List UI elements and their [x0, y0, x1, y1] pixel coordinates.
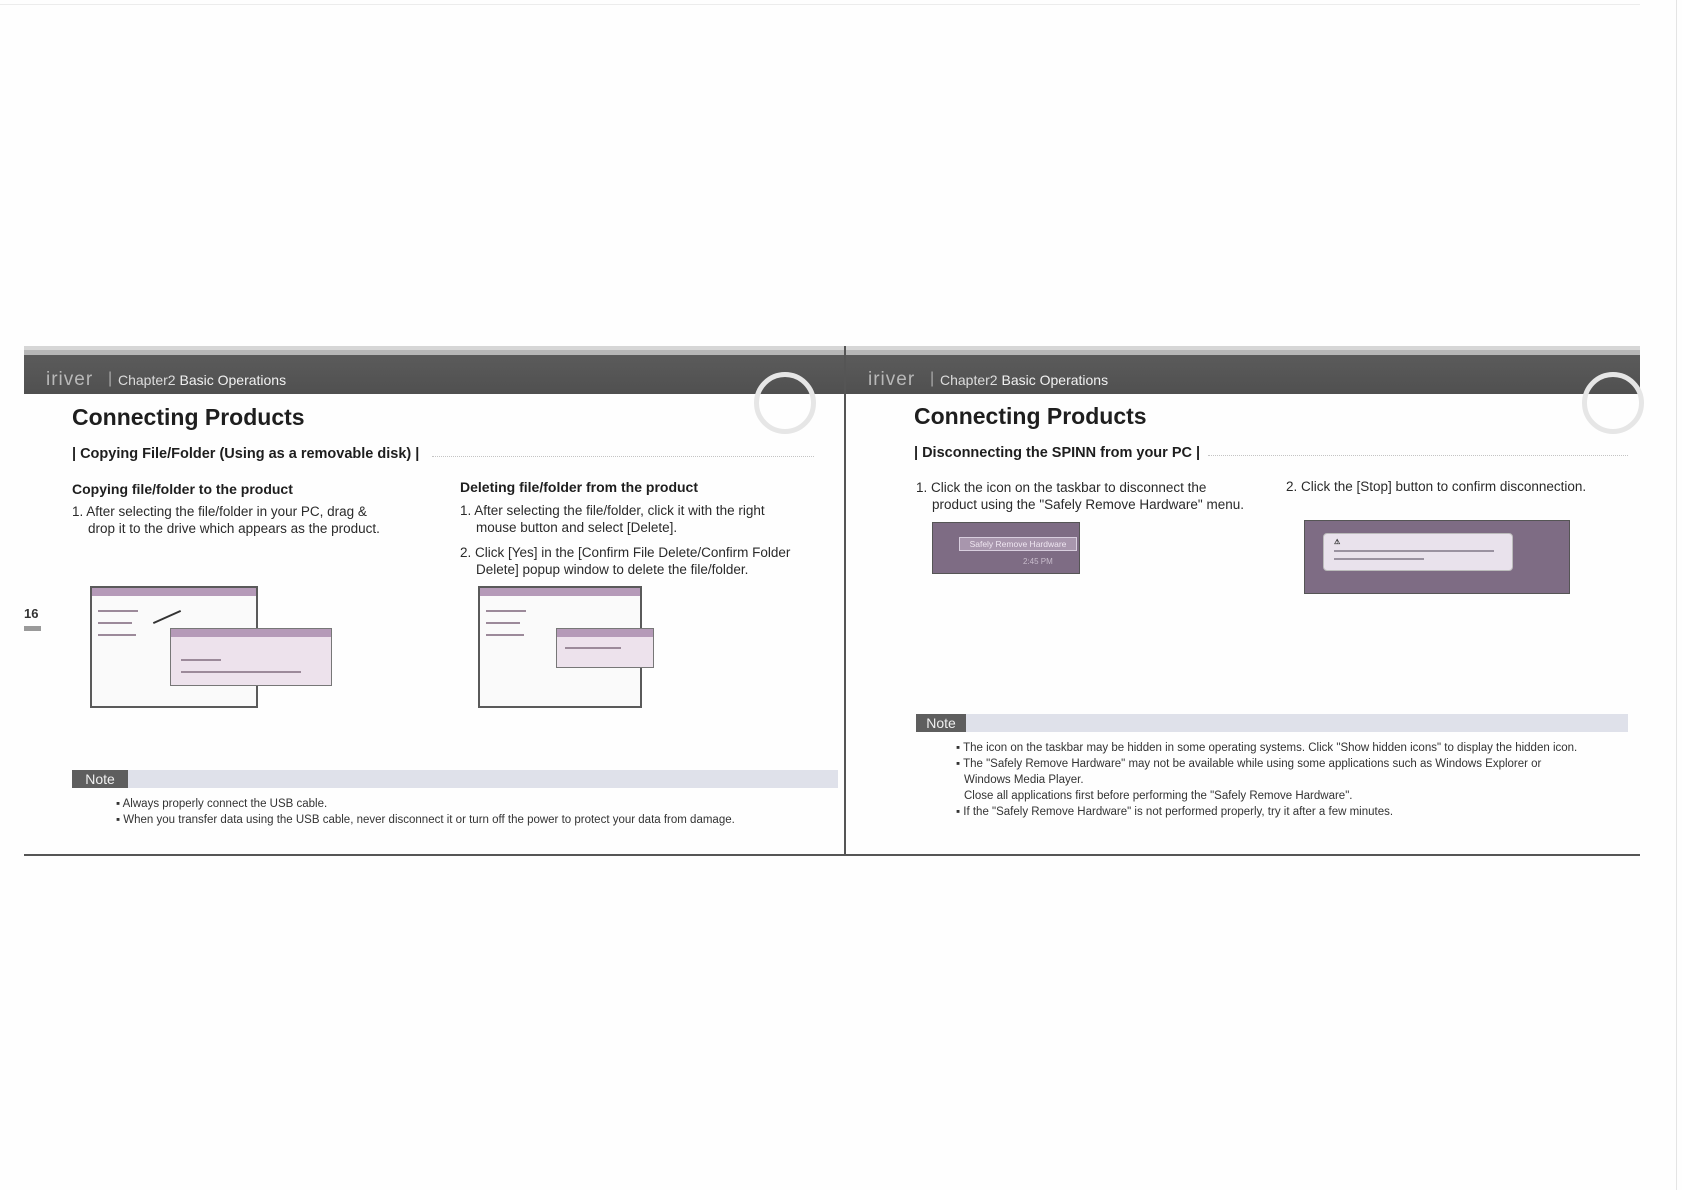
note-item-1: ▪ Always properly connect the USB cable.	[116, 798, 328, 810]
header-separator: |	[108, 370, 113, 387]
left-page	[24, 346, 844, 854]
section-dotted-rule	[432, 456, 814, 457]
note-item-2-cont: Windows Media Player.	[964, 774, 1084, 786]
note-label: Note	[72, 770, 128, 788]
disconnect-step-1: 1. Click the icon on the taskbar to disconnect the	[916, 480, 1207, 495]
page-number: 16	[24, 606, 39, 621]
delete-step-2: 2. Click [Yes] in the [Confirm File Delete/Confirm Folder	[460, 545, 791, 560]
delete-step-2-cont: Delete] popup window to delete the file/folder.	[476, 562, 749, 577]
copy-step-1-cont: drop it to the drive which appears as the product.	[88, 521, 380, 536]
screenshot-titlebar	[92, 588, 256, 596]
page-title: Connecting Products	[914, 403, 1147, 429]
note-bar	[72, 770, 838, 788]
delete-screenshot	[478, 586, 642, 708]
copy-screenshot	[90, 586, 258, 708]
page-title: Connecting Products	[72, 404, 305, 430]
note-item-2: ▪ When you transfer data using the USB cable, never disconnect it or turn off the power to protect your data from damage.	[116, 814, 735, 826]
page-bottom-rule	[24, 854, 1640, 856]
safe-to-remove-bubble	[1323, 533, 1513, 571]
copy-heading: Copying file/folder to the product	[72, 481, 293, 497]
bubble-title: ⚠	[1334, 539, 1341, 546]
chapter-label: Chapter2 Basic Operations	[940, 372, 1109, 388]
taskbar-tray-screenshot	[932, 522, 1080, 574]
delete-step-1-cont: mouse button and select [Delete].	[476, 520, 678, 535]
safely-remove-tooltip: Safely Remove Hardware	[959, 537, 1077, 551]
chapter-header-band	[846, 346, 1640, 394]
iriver-logo: iriver	[46, 369, 94, 390]
header-separator: |	[930, 370, 935, 387]
decorative-ring-icon	[754, 372, 816, 434]
decorative-ring-icon	[1582, 372, 1644, 434]
delete-step-1: 1. After selecting the file/folder, click it with the right	[460, 503, 765, 518]
stop-device-screenshot	[1304, 520, 1570, 594]
copy-step-1: 1. After selecting the file/folder in your PC, drag &	[72, 504, 367, 519]
note-bar	[916, 714, 1628, 732]
iriver-logo: iriver	[868, 369, 916, 390]
disconnect-step-1-cont: product using the "Safely Remove Hardware" menu.	[932, 497, 1244, 512]
section-heading: | Copying File/Folder (Using as a removable disk) |	[72, 446, 420, 462]
drag-arrow	[153, 610, 181, 624]
drive-window	[170, 628, 332, 686]
section-heading: | Disconnecting the SPINN from your PC |	[914, 445, 1201, 461]
page-divider	[844, 346, 846, 856]
section-dotted-rule	[1208, 455, 1628, 456]
scan-top-edge	[0, 4, 1640, 5]
confirm-delete-popup	[556, 628, 654, 668]
note-item-3: ▪ If the "Safely Remove Hardware" is not performed properly, try it after a few minutes.	[956, 806, 1394, 818]
disconnect-step-2: 2. Click the [Stop] button to confirm disconnection.	[1286, 479, 1587, 494]
note-item-1: ▪ The icon on the taskbar may be hidden in some operating systems. Click "Show hidden icons" to display the hidden icon.	[956, 742, 1578, 754]
chapter-label: Chapter2 Basic Operations	[118, 372, 287, 388]
screenshot-titlebar	[480, 588, 640, 596]
manual-spread	[24, 346, 1640, 856]
chapter-header-band	[24, 346, 844, 394]
note-item-2-cont2: Close all applications first before performing the "Safely Remove Hardware".	[964, 790, 1353, 802]
page-number-bar	[24, 626, 41, 631]
delete-heading: Deleting file/folder from the product	[460, 479, 699, 495]
scan-right-edge	[1676, 0, 1677, 1190]
right-page	[846, 346, 1640, 854]
note-label: Note	[916, 714, 966, 732]
note-item-2: ▪ The "Safely Remove Hardware" may not be available while using some applications such as Windows Explorer or	[956, 758, 1542, 770]
tray-clock: 2:45 PM	[1023, 557, 1053, 566]
